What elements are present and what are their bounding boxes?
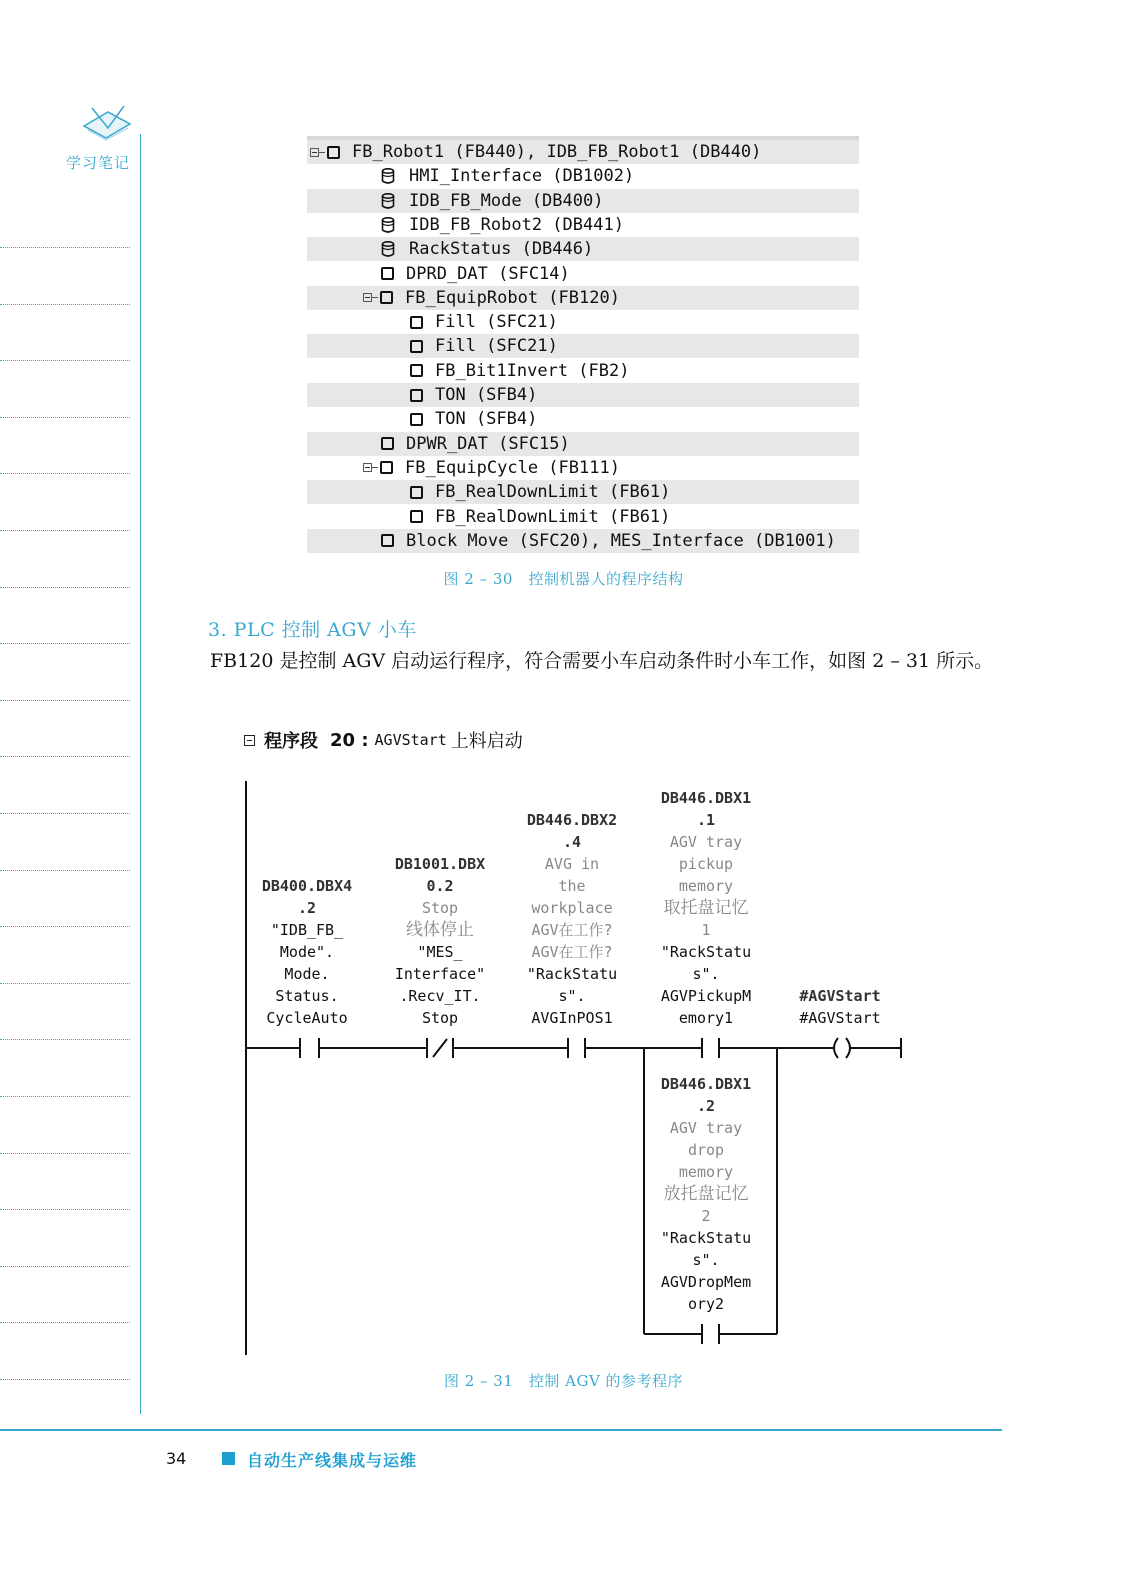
contact-idb-fb-mode-label — [247, 875, 367, 1029]
tree-row[interactable] — [307, 140, 859, 164]
data-block-icon — [381, 217, 395, 233]
contact-comment-cn: 放托盘记忆 — [663, 1184, 749, 1204]
contact-agv-in-pos-label — [512, 809, 632, 1029]
contact-symbol: Mode". — [279, 943, 335, 961]
collapse-icon — [244, 735, 255, 746]
network-comment: 上料启动 — [450, 731, 523, 752]
contact-address: .2 — [297, 899, 317, 917]
contact-address: .4 — [562, 833, 582, 851]
contact-address: DB400.DBX4 — [261, 877, 353, 895]
note-line — [0, 926, 130, 927]
coil-agvstart-label — [780, 985, 900, 1029]
contact-address: .1 — [696, 811, 716, 829]
contact-symbol: "MES_ — [417, 943, 463, 961]
contact-symbol: ory2 — [687, 1295, 725, 1313]
contact-comment: 2 — [701, 1207, 711, 1225]
contact-comment: memory — [678, 877, 734, 895]
footer-rule — [0, 1429, 1002, 1431]
contact-mes-stop-label — [380, 853, 500, 1029]
note-line — [0, 1153, 130, 1154]
function-block-icon — [410, 316, 423, 329]
program-tree — [307, 136, 859, 556]
tree-row-label: RackStatus (DB446) — [409, 239, 594, 260]
contact-address: .2 — [696, 1097, 716, 1115]
contact-symbol: Interface" — [394, 965, 486, 983]
contact-symbol: AGVPickupM — [660, 987, 752, 1005]
contact-comment: AGV在工作? — [531, 921, 613, 939]
network-number: 20 : — [330, 729, 369, 751]
function-block-icon — [410, 413, 423, 426]
tree-row-label: IDB_FB_Robot2 (DB441) — [409, 214, 624, 235]
contact-comment: AVG in — [544, 855, 600, 873]
note-line — [0, 1039, 130, 1040]
function-block-icon — [327, 146, 340, 159]
contact-symbol: "RackStatu — [660, 1229, 752, 1247]
tree-row-label: Fill (SFC21) — [435, 312, 558, 333]
network-prefix: 程序段 — [264, 731, 318, 752]
contact-agv-drop-label — [646, 1073, 766, 1315]
tree-row[interactable] — [307, 480, 859, 504]
function-block-icon — [410, 510, 423, 523]
contact-symbol: s". — [558, 987, 586, 1005]
footer-square-icon — [222, 1452, 235, 1465]
contact-agv-pickup-label — [646, 787, 766, 1029]
note-line — [0, 813, 130, 814]
contact-comment: AGV tray — [669, 1119, 743, 1137]
tree-row-label: DPWR_DAT (SFC15) — [406, 433, 570, 454]
contact-address: 0.2 — [426, 877, 454, 895]
note-line — [0, 530, 130, 531]
tree-connector — [319, 152, 325, 153]
tree-row[interactable] — [307, 262, 859, 286]
tree-row[interactable] — [307, 456, 859, 480]
note-line — [0, 360, 130, 361]
tree-row-label: IDB_FB_Mode (DB400) — [409, 190, 604, 211]
collapse-icon[interactable] — [363, 293, 372, 302]
function-block-icon — [381, 437, 394, 450]
tree-row-label: FB_RealDownLimit (FB61) — [435, 482, 671, 503]
contact-symbol: .Recv_IT. — [399, 987, 481, 1005]
tree-row[interactable] — [307, 334, 859, 358]
tree-row-label: TON (SFB4) — [435, 409, 538, 430]
tree-connector — [372, 467, 378, 468]
contact-comment: drop — [687, 1141, 725, 1159]
tree-row[interactable] — [307, 383, 859, 407]
contact-comment: AGV在工作? — [531, 943, 613, 961]
network-name: AGVStart — [374, 731, 447, 749]
contact-symbol: Status. — [275, 987, 339, 1005]
function-block-icon — [380, 291, 393, 304]
coil-left — [834, 1038, 838, 1058]
contact-address: DB446.DBX1 — [660, 789, 752, 807]
contact-comment: workplace — [531, 899, 613, 917]
tree-row[interactable] — [307, 286, 859, 310]
contact-symbol: "RackStatu — [526, 965, 618, 983]
figure-2-30-caption: 图 2 – 30 控制机器人的程序结构 — [443, 570, 684, 588]
function-block-icon — [381, 534, 394, 547]
contact-symbol: "IDB_FB_ — [270, 921, 344, 939]
contact-symbol: Mode. — [284, 965, 330, 983]
contact-comment: pickup — [678, 855, 734, 873]
tree-row[interactable] — [307, 164, 859, 188]
contact-symbol: AVGInPOS1 — [531, 1009, 613, 1027]
contact-address: #AGVStart — [799, 987, 881, 1005]
notes-pen-icon — [78, 104, 134, 144]
data-block-icon — [381, 241, 395, 257]
contact-symbol: s". — [692, 1251, 720, 1269]
function-block-icon — [410, 389, 423, 402]
tree-row-label: TON (SFB4) — [435, 385, 538, 405]
tree-row-label: HMI_Interface (DB1002) — [409, 166, 635, 187]
function-block-icon — [410, 364, 423, 377]
tree-row[interactable] — [307, 237, 859, 261]
contact-comment: the — [558, 877, 586, 895]
tree-row[interactable] — [307, 189, 859, 213]
function-block-icon — [410, 340, 423, 353]
note-line — [0, 983, 130, 984]
tree-connector — [372, 297, 378, 298]
page-number: 34 — [166, 1449, 187, 1468]
tree-row-label: FB_Bit1Invert (FB2) — [435, 360, 630, 381]
contact-symbol: s". — [692, 965, 720, 983]
note-line — [0, 643, 130, 644]
tree-row[interactable] — [307, 213, 859, 237]
contact-comment: AGV tray — [669, 833, 743, 851]
notes-label: 学习笔记 — [65, 154, 130, 172]
tree-row[interactable] — [307, 407, 859, 431]
margin-rule — [140, 134, 141, 1414]
contact-symbol: #AGVStart — [799, 1009, 881, 1027]
note-line — [0, 304, 130, 305]
contact-2-slash — [433, 1039, 447, 1057]
contact-symbol: emory1 — [678, 1009, 734, 1027]
contact-comment-cn: 线体停止 — [406, 920, 474, 940]
contact-comment: memory — [678, 1163, 734, 1181]
contact-comment-cn: 取托盘记忆 — [663, 898, 749, 918]
note-line — [0, 1322, 130, 1323]
tree-row-label: Block Move (SFC20), MES_Interface (DB1001) — [406, 530, 836, 551]
book-title: 自动生产线集成与运维 — [247, 1451, 418, 1470]
tree-row-label: FB_EquipCycle (FB111) — [405, 457, 620, 478]
data-block-icon — [381, 193, 395, 209]
data-block-icon — [381, 168, 395, 184]
contact-address: DB1001.DBX — [394, 855, 486, 873]
function-block-icon — [381, 267, 394, 280]
network-title — [244, 727, 523, 753]
note-line — [0, 1096, 130, 1097]
contact-comment: 1 — [701, 921, 711, 939]
note-line — [0, 870, 130, 871]
contact-symbol: CycleAuto — [266, 1009, 348, 1027]
section-paragraph: FB120 是控制 AGV 启动运行程序，符合需要小车启动条件时小车工作，如图 2 – 31 所示。 — [210, 650, 994, 672]
tree-row[interactable] — [307, 310, 859, 334]
contact-address: DB446.DBX2 — [526, 811, 618, 829]
tree-row-label: FB_Robot1 (FB440), IDB_FB_Robot1 (DB440) — [352, 142, 762, 162]
contact-symbol: AGVDropMem — [660, 1273, 752, 1291]
tree-row-label: FB_RealDownLimit (FB61) — [435, 506, 671, 527]
tree-row-label: DPRD_DAT (SFC14) — [406, 263, 570, 284]
note-line — [0, 473, 130, 474]
tree-row-label: Fill (SFC21) — [435, 336, 558, 357]
tree-row[interactable] — [307, 359, 859, 383]
note-line — [0, 1266, 130, 1267]
note-line — [0, 247, 130, 248]
figure-2-31-caption: 图 2 – 31 控制 AGV 的参考程序 — [443, 1372, 684, 1390]
tree-row-label: FB_EquipRobot (FB120) — [405, 287, 620, 308]
contact-address: DB446.DBX1 — [660, 1075, 752, 1093]
coil-right — [846, 1038, 850, 1058]
tree-row[interactable] — [307, 505, 859, 529]
tree-row[interactable] — [307, 432, 859, 456]
note-line — [0, 700, 130, 701]
tree-row[interactable] — [307, 529, 859, 553]
collapse-icon[interactable] — [310, 148, 319, 157]
note-line — [0, 756, 130, 757]
contact-symbol: Stop — [421, 1009, 459, 1027]
section-heading: 3. PLC 控制 AGV 小车 — [208, 619, 417, 641]
function-block-icon — [410, 486, 423, 499]
contact-symbol: "RackStatu — [660, 943, 752, 961]
contact-comment: Stop — [421, 899, 459, 917]
function-block-icon — [380, 461, 393, 474]
note-line — [0, 417, 130, 418]
note-line — [0, 1209, 130, 1210]
collapse-icon[interactable] — [363, 463, 372, 472]
